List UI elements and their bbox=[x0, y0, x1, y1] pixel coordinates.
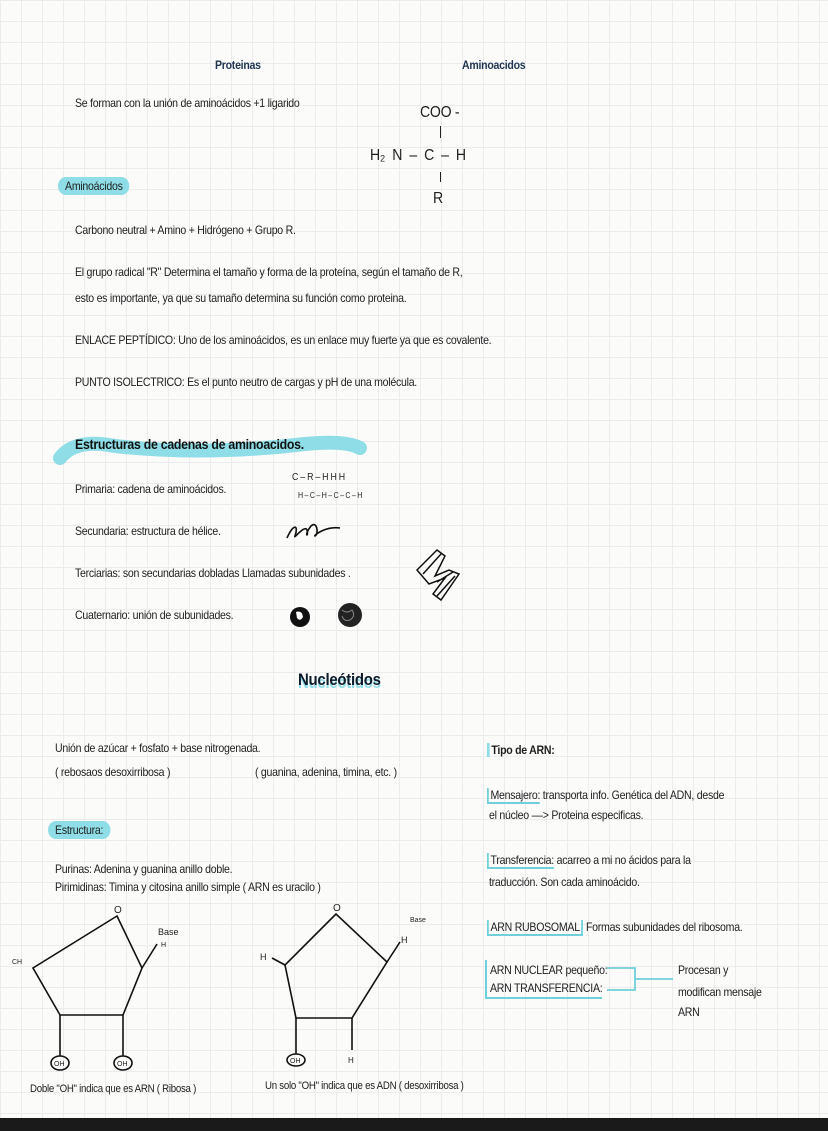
desoxi-caption: Un solo "OH" indica que es ADN ( desoxirribosa ) bbox=[265, 1080, 464, 1092]
base-note: ( guanina, adenina, timina, etc. ) bbox=[255, 765, 397, 779]
purinas: Purinas: Adenina y guanina anillo doble. bbox=[55, 862, 233, 876]
nucleotidos-title: Nucleótidos bbox=[298, 670, 381, 689]
chain-top: C – R – H H H bbox=[292, 472, 345, 483]
estructuras-title: Estructuras de cadenas de aminoacidos. bbox=[75, 436, 304, 452]
helix-icon bbox=[285, 522, 345, 542]
ribosomal-text: Formas subunidades del ribosoma. bbox=[583, 920, 743, 934]
aminoacidos-title: Aminoacidos bbox=[462, 58, 526, 72]
ribosa-base: Base bbox=[158, 927, 179, 937]
estructura-label: Estructura: bbox=[48, 821, 110, 839]
proteinas-title: Proteinas bbox=[215, 58, 261, 72]
desoxi-o: O bbox=[333, 903, 341, 914]
ribosa-diagram bbox=[12, 900, 230, 1075]
procesan-line1: Procesan y bbox=[678, 963, 729, 977]
subunit-blobs-icon bbox=[288, 602, 378, 632]
pirimidinas: Pirimidinas: Timina y citosina anillo simple ( ARN es uracilo ) bbox=[55, 880, 321, 894]
estructura-primaria: Primaria: cadena de aminoácidos. bbox=[75, 482, 227, 496]
desoxi-h-right: H bbox=[401, 935, 408, 945]
folded-sheet-icon bbox=[415, 548, 465, 608]
radical-line2: esto es importante, ya que su tamaño determina su función como proteina. bbox=[75, 291, 407, 305]
arn-title: Tipo de ARN: bbox=[487, 743, 555, 757]
azucar-note: ( rebosaos desoxirribosa ) bbox=[55, 765, 171, 779]
chain-bottom: H – C – H – C – C – H bbox=[298, 491, 363, 500]
formula-bond bbox=[440, 126, 441, 138]
radical-line1: El grupo radical "R" Determina el tamaño y forma de la proteína, según el tamaño de R, bbox=[75, 265, 463, 279]
transferencia-label: Transferencia: bbox=[487, 853, 554, 869]
estructura-cuaternaria: Cuaternario: unión de subunidades. bbox=[75, 608, 234, 622]
ribosa-ch: CH bbox=[12, 959, 23, 966]
desoxi-oh: OH bbox=[290, 1058, 301, 1065]
punto-isoelectrico: PUNTO ISOLECTRICO: Es el punto neutro de cargas y pH de una molécula. bbox=[75, 375, 417, 389]
procesan-line3: ARN bbox=[678, 1005, 700, 1019]
formula-bond bbox=[440, 172, 441, 182]
mensajero-text: transporta info. Genética del ADN, desde bbox=[540, 788, 725, 802]
arn-transferencia: ARN TRANSFERENCIA: bbox=[490, 981, 603, 995]
transferencia-text2: traducción. Son cada aminoácido. bbox=[489, 875, 640, 889]
ribosa-oh1: OH bbox=[54, 1061, 65, 1068]
estructura-terciaria: Terciarias: son secundarias dobladas Llamadas subunidades . bbox=[75, 566, 351, 580]
aminoacidos-label: Aminoácidos bbox=[58, 177, 130, 195]
ribosa-caption: Doble "OH" indica que es ARN ( Ribosa ) bbox=[30, 1083, 197, 1095]
mensajero-label: Mensajero: bbox=[487, 788, 540, 804]
estructura-secundaria: Secundaria: estructura de hélice. bbox=[75, 524, 221, 538]
formula-top: COO - bbox=[420, 104, 460, 121]
enlace-peptidico: ENLACE PEPTÍDICO: Uno de los aminoácidos, es un enlace muy fuerte ya que es covalente. bbox=[75, 333, 492, 347]
ribosa-h: H bbox=[161, 942, 167, 949]
desoxi-h-left: H bbox=[260, 952, 267, 962]
arn-nuclear: ARN NUCLEAR pequeño: bbox=[490, 963, 608, 977]
proteinas-intro: Se forman con la unión de aminoácidos +1 ligarido bbox=[75, 96, 300, 110]
ribosomal-label: ARN RUBOSOMAL bbox=[487, 920, 583, 936]
aminoacidos-composition: Carbono neutral + Amino + Hidrógeno + Grupo R. bbox=[75, 223, 296, 237]
formula-middle: H₂ N – C – H bbox=[370, 147, 466, 164]
ribosa-oh2: OH bbox=[117, 1061, 128, 1068]
transferencia-text: acarreo a mi no ácidos para la bbox=[553, 853, 691, 867]
procesan-line2: modifican mensaje bbox=[678, 985, 762, 999]
desoxi-base: Base bbox=[410, 917, 426, 924]
formula-bottom: R bbox=[433, 190, 443, 207]
nucleotidos-union: Unión de azúcar + fosfato + base nitrogenada. bbox=[55, 741, 261, 755]
mensajero-text2: el núcleo ––> Proteina especificas. bbox=[489, 808, 644, 822]
desoxirribosa-diagram bbox=[250, 900, 450, 1075]
desoxi-h-bottom: H bbox=[348, 1056, 354, 1065]
ribosa-o: O bbox=[114, 905, 122, 916]
bracket-connector bbox=[605, 965, 675, 995]
